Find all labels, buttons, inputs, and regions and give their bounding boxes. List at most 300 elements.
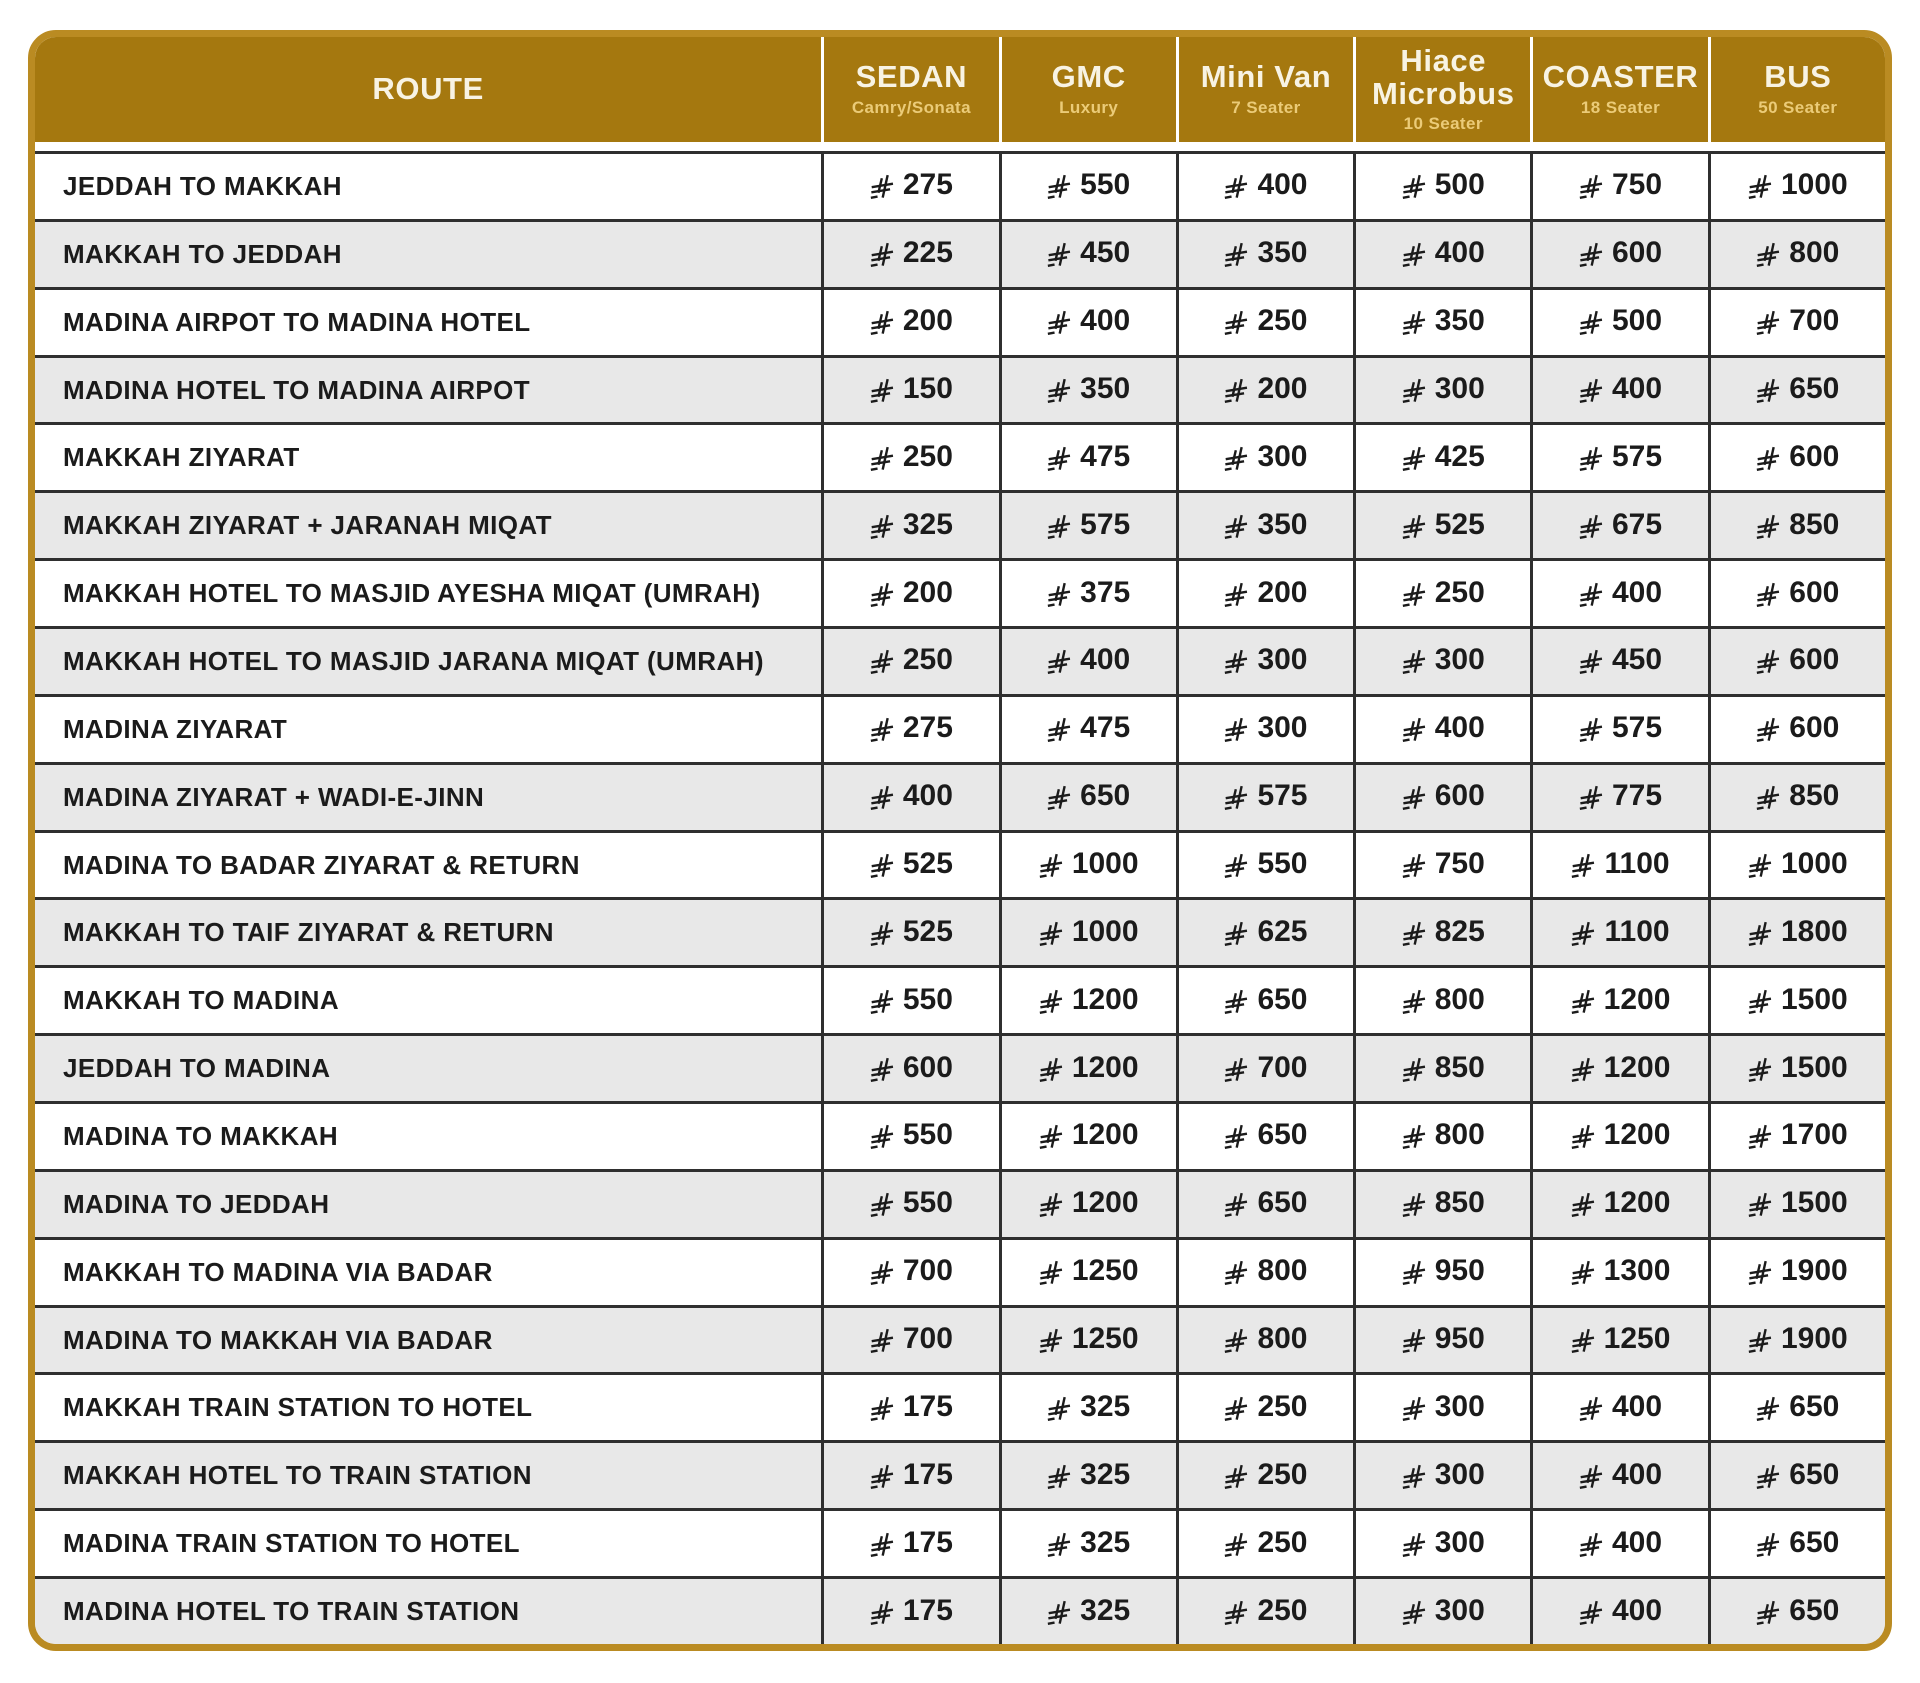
table-row	[35, 287, 1885, 355]
price-value: 1000	[1780, 168, 1848, 202]
price	[1756, 643, 1839, 677]
price-cell	[1353, 558, 1530, 626]
price-value: 800	[1434, 1118, 1485, 1152]
price-cell	[1708, 1576, 1885, 1644]
column-sublabel: Luxury	[1059, 97, 1119, 117]
riyal-icon	[1579, 1464, 1603, 1492]
price-value: 1200	[1603, 1118, 1671, 1152]
price	[1224, 847, 1307, 881]
price	[1571, 1118, 1671, 1152]
price	[1402, 1594, 1485, 1628]
price-value: 400	[1080, 643, 1131, 677]
price	[1579, 1594, 1662, 1628]
price	[870, 711, 953, 745]
price-cell	[821, 1237, 998, 1305]
riyal-icon	[1047, 174, 1071, 202]
price	[1402, 1051, 1485, 1085]
price-value: 525	[1434, 507, 1485, 541]
price	[1402, 1390, 1485, 1424]
riyal-icon	[1748, 1192, 1772, 1220]
price-cell	[1176, 219, 1353, 287]
price-cell	[1708, 762, 1885, 830]
riyal-icon	[1224, 1396, 1248, 1424]
price-cell	[1353, 965, 1530, 1033]
price-value: 1200	[1071, 1050, 1139, 1084]
column-header-bus	[1708, 37, 1885, 151]
riyal-icon	[1047, 242, 1071, 270]
riyal-icon	[870, 921, 894, 949]
riyal-icon	[1402, 446, 1426, 474]
price-value: 1250	[1603, 1322, 1671, 1356]
price-value: 200	[902, 575, 953, 609]
price	[1047, 304, 1130, 338]
price-value: 650	[1789, 1389, 1840, 1423]
price-value: 175	[902, 1457, 953, 1491]
price-cell	[1708, 490, 1885, 558]
price	[1224, 1322, 1307, 1356]
price-value: 400	[1257, 168, 1308, 202]
price	[1748, 847, 1848, 881]
price-value: 400	[1612, 1457, 1663, 1491]
riyal-icon	[1047, 514, 1071, 542]
price-cell	[1353, 694, 1530, 762]
price-cell	[1530, 287, 1707, 355]
price-value: 1000	[1071, 914, 1139, 948]
route-cell: MAKKAH ZIYARAT	[35, 422, 821, 490]
price	[1402, 304, 1485, 338]
column-label: Mini Van	[1200, 59, 1332, 95]
price	[1756, 508, 1839, 542]
price	[1748, 1254, 1848, 1288]
price-value: 300	[1257, 711, 1308, 745]
price	[1224, 983, 1307, 1017]
price	[1748, 1186, 1848, 1220]
route-cell: MADINA TO JEDDAH	[35, 1169, 821, 1237]
price	[1224, 576, 1307, 610]
price-cell	[1530, 1440, 1707, 1508]
price-value: 1200	[1603, 1050, 1671, 1084]
price-value: 650	[1789, 1457, 1840, 1491]
table-row	[35, 1305, 1885, 1373]
riyal-icon	[1047, 1532, 1071, 1560]
riyal-icon	[1047, 1600, 1071, 1628]
price-value: 550	[902, 982, 953, 1016]
table-row	[35, 422, 1885, 490]
price-value: 325	[1080, 1389, 1131, 1423]
price	[1224, 1526, 1307, 1560]
price-value: 325	[1080, 1593, 1131, 1627]
riyal-icon	[1748, 1260, 1772, 1288]
riyal-icon	[1756, 785, 1780, 813]
price-value: 1100	[1604, 847, 1670, 881]
price	[1579, 440, 1662, 474]
price-cell	[1176, 1033, 1353, 1101]
route-cell: MAKKAH HOTEL TO MASJID JARANA MIQAT (UMRAH)	[35, 626, 821, 694]
price	[870, 779, 953, 813]
price-value: 200	[902, 304, 953, 338]
route-cell: MADINA HOTEL TO TRAIN STATION	[35, 1576, 821, 1644]
price	[1402, 508, 1485, 542]
price-cell	[1176, 1305, 1353, 1373]
table-row	[35, 694, 1885, 762]
header-row	[35, 37, 1885, 151]
price	[870, 1594, 953, 1628]
riyal-icon	[870, 446, 894, 474]
price	[1579, 508, 1662, 542]
price	[1047, 168, 1130, 202]
table-row	[35, 1169, 1885, 1237]
price-cell	[999, 558, 1176, 626]
price-value: 450	[1612, 643, 1663, 677]
route-cell: MAKKAH TRAIN STATION TO HOTEL	[35, 1372, 821, 1440]
price-cell	[821, 897, 998, 965]
price-cell	[999, 1101, 1176, 1169]
riyal-icon	[1224, 989, 1248, 1017]
price-value: 850	[1789, 779, 1840, 813]
route-cell: MADINA TRAIN STATION TO HOTEL	[35, 1508, 821, 1576]
price-cell	[1176, 1372, 1353, 1440]
price-cell	[1530, 151, 1707, 219]
riyal-icon	[1756, 242, 1780, 270]
route-cell: MADINA TO MAKKAH	[35, 1101, 821, 1169]
price-cell	[1176, 287, 1353, 355]
riyal-icon	[1756, 717, 1780, 745]
price	[1756, 1458, 1839, 1492]
riyal-icon	[1579, 310, 1603, 338]
price-cell	[821, 287, 998, 355]
riyal-icon	[1224, 1328, 1248, 1356]
table-body	[35, 151, 1885, 1644]
price-value: 650	[1257, 982, 1308, 1016]
price-cell	[821, 490, 998, 558]
riyal-icon	[870, 785, 894, 813]
price-cell	[1353, 762, 1530, 830]
price-cell	[1530, 1169, 1707, 1237]
price	[1402, 1186, 1485, 1220]
price	[1756, 440, 1839, 474]
price-value: 250	[1257, 1457, 1308, 1491]
price-cell	[821, 830, 998, 898]
price-value: 550	[902, 1186, 953, 1220]
price-cell	[1530, 762, 1707, 830]
price	[1402, 1254, 1485, 1288]
price-value: 800	[1257, 1254, 1308, 1288]
price-cell	[1353, 219, 1530, 287]
price-value: 550	[1080, 168, 1131, 202]
riyal-icon	[1579, 1396, 1603, 1424]
price-cell	[1176, 490, 1353, 558]
price-value: 300	[1257, 439, 1308, 473]
price-cell	[1353, 1101, 1530, 1169]
riyal-icon	[1748, 989, 1772, 1017]
price-cell	[999, 1237, 1176, 1305]
price	[1756, 1526, 1839, 1560]
price	[1047, 372, 1130, 406]
price-cell	[1530, 1372, 1707, 1440]
riyal-icon	[1039, 853, 1063, 881]
price-value: 275	[902, 711, 953, 745]
price	[1571, 915, 1669, 949]
price-cell	[1530, 694, 1707, 762]
column-label: BUS	[1764, 59, 1832, 95]
price-cell	[1176, 762, 1353, 830]
riyal-icon	[870, 649, 894, 677]
price-value: 450	[1080, 236, 1131, 270]
riyal-icon	[1224, 1464, 1248, 1492]
price	[1224, 1458, 1307, 1492]
price	[1402, 168, 1485, 202]
price-cell	[821, 1101, 998, 1169]
riyal-icon	[1047, 310, 1071, 338]
riyal-icon	[1402, 1192, 1426, 1220]
price-cell	[1530, 355, 1707, 423]
price-cell	[1353, 287, 1530, 355]
riyal-icon	[1047, 1464, 1071, 1492]
riyal-icon	[1402, 1057, 1426, 1085]
price	[1224, 1390, 1307, 1424]
route-cell: MAKKAH TO MADINA	[35, 965, 821, 1033]
price	[1748, 983, 1848, 1017]
price-value: 300	[1434, 1593, 1485, 1627]
price-value: 250	[1257, 1593, 1308, 1627]
price	[870, 1254, 953, 1288]
riyal-icon	[1571, 1192, 1595, 1220]
price-value: 775	[1612, 779, 1663, 813]
riyal-icon	[1748, 921, 1772, 949]
price-value: 325	[1080, 1457, 1131, 1491]
price-cell	[1530, 1576, 1707, 1644]
route-cell: MADINA ZIYARAT	[35, 694, 821, 762]
price-value: 675	[1612, 507, 1663, 541]
price	[1571, 1186, 1671, 1220]
column-sublabel: 18 Seater	[1580, 97, 1661, 117]
price	[1224, 1051, 1307, 1085]
price	[1402, 643, 1485, 677]
price	[870, 1322, 953, 1356]
price-value: 1200	[1071, 982, 1139, 1016]
price-cell	[1176, 965, 1353, 1033]
riyal-icon	[1224, 853, 1248, 881]
price	[1224, 236, 1307, 270]
route-cell: MADINA AIRPOT TO MADINA HOTEL	[35, 287, 821, 355]
price	[1579, 304, 1662, 338]
price-value: 400	[1612, 1593, 1663, 1627]
price-cell	[999, 762, 1176, 830]
price-cell	[1176, 626, 1353, 694]
price	[1224, 711, 1307, 745]
price	[870, 1051, 953, 1085]
price	[1224, 915, 1307, 949]
price	[1402, 983, 1485, 1017]
riyal-icon	[1039, 989, 1063, 1017]
price-cell	[821, 1033, 998, 1101]
price-cell	[999, 965, 1176, 1033]
riyal-icon	[1224, 1600, 1248, 1628]
price-cell	[999, 1576, 1176, 1644]
price	[1748, 168, 1848, 202]
riyal-icon	[1402, 582, 1426, 610]
riyal-icon	[870, 242, 894, 270]
price-cell	[999, 1305, 1176, 1373]
price	[870, 508, 953, 542]
riyal-icon	[870, 1532, 894, 1560]
price-value: 350	[1434, 304, 1485, 338]
price-cell	[1708, 1237, 1885, 1305]
riyal-icon	[1571, 921, 1595, 949]
column-header-coaster	[1530, 37, 1707, 151]
riyal-icon	[1402, 853, 1426, 881]
riyal-icon	[870, 1396, 894, 1424]
riyal-icon	[1224, 378, 1248, 406]
price	[1039, 1051, 1139, 1085]
price-value: 225	[902, 236, 953, 270]
riyal-icon	[870, 1600, 894, 1628]
price-cell	[1353, 355, 1530, 423]
column-sublabel: 10 Seater	[1403, 114, 1483, 134]
table-row	[35, 897, 1885, 965]
price-value: 350	[1080, 372, 1131, 405]
price	[1224, 779, 1307, 813]
column-sublabel: 50 Seater	[1758, 97, 1838, 117]
price	[1756, 1390, 1839, 1424]
price	[1571, 1051, 1671, 1085]
riyal-icon	[1571, 1260, 1595, 1288]
price-cell	[1176, 1576, 1353, 1644]
route-cell: MAKKAH HOTEL TO MASJID AYESHA MIQAT (UMRAH)	[35, 558, 821, 626]
price-value: 325	[1080, 1525, 1131, 1559]
riyal-icon	[1047, 785, 1071, 813]
riyal-icon	[1402, 717, 1426, 745]
price-value: 1000	[1780, 847, 1848, 881]
price-cell	[1530, 626, 1707, 694]
price	[1224, 1186, 1307, 1220]
price-value: 250	[1257, 1525, 1308, 1559]
price	[1039, 1118, 1139, 1152]
price	[1047, 508, 1130, 542]
riyal-icon	[870, 717, 894, 745]
price	[1748, 915, 1848, 949]
price-cell	[999, 355, 1176, 423]
column-label: GMC	[1051, 59, 1126, 95]
price-value: 200	[1257, 575, 1308, 609]
price-cell	[1708, 1169, 1885, 1237]
price-value: 700	[902, 1322, 953, 1356]
price	[1047, 440, 1130, 474]
riyal-icon	[1402, 785, 1426, 813]
price-value: 250	[902, 643, 953, 677]
riyal-icon	[1571, 853, 1595, 881]
price	[1571, 1322, 1671, 1356]
price	[1224, 1594, 1307, 1628]
price-cell	[1708, 694, 1885, 762]
price-value: 350	[1257, 236, 1308, 270]
transport-price-table-frame	[28, 30, 1892, 1651]
riyal-icon	[1402, 514, 1426, 542]
price-cell	[999, 1169, 1176, 1237]
price	[1579, 576, 1662, 610]
price-value: 300	[1434, 1389, 1485, 1423]
price-cell	[999, 490, 1176, 558]
price-value: 650	[1789, 1593, 1840, 1627]
price-cell	[1708, 1101, 1885, 1169]
riyal-icon	[870, 514, 894, 542]
price-cell	[1708, 830, 1885, 898]
price	[870, 847, 953, 881]
table-row	[35, 830, 1885, 898]
price-cell	[1353, 1576, 1530, 1644]
price-cell	[999, 219, 1176, 287]
price-value: 400	[1612, 1389, 1663, 1423]
price-cell	[999, 1508, 1176, 1576]
route-cell: MADINA ZIYARAT + WADI-E-JINN	[35, 762, 821, 830]
price-cell	[1176, 830, 1353, 898]
table-row	[35, 558, 1885, 626]
price	[1402, 779, 1485, 813]
column-sublabel: Camry/Sonata	[851, 97, 971, 117]
riyal-icon	[1748, 1328, 1772, 1356]
price-value: 650	[1257, 1186, 1308, 1220]
price-value: 175	[902, 1593, 953, 1627]
price-value: 600	[1434, 779, 1485, 813]
riyal-icon	[1756, 378, 1780, 406]
riyal-icon	[1224, 1260, 1248, 1288]
price-value: 850	[1434, 1186, 1485, 1220]
riyal-icon	[1402, 1532, 1426, 1560]
price-cell	[1176, 558, 1353, 626]
riyal-icon	[870, 1328, 894, 1356]
price-value: 300	[1257, 643, 1308, 677]
price	[1039, 1322, 1139, 1356]
price-value: 1250	[1071, 1322, 1139, 1356]
column-label: Hiace Microbus	[1371, 42, 1515, 111]
route-cell: MADINA TO BADAR ZIYARAT & RETURN	[35, 830, 821, 898]
price-cell	[1176, 694, 1353, 762]
column-header-gmc	[999, 37, 1176, 151]
price-value: 700	[1789, 304, 1840, 338]
riyal-icon	[1039, 921, 1063, 949]
price-value: 300	[1434, 1457, 1485, 1491]
riyal-icon	[1571, 989, 1595, 1017]
riyal-icon	[1047, 446, 1071, 474]
riyal-icon	[870, 378, 894, 406]
riyal-icon	[1224, 582, 1248, 610]
price-cell	[821, 1372, 998, 1440]
column-label: COASTER	[1542, 59, 1699, 95]
price-value: 950	[1434, 1254, 1485, 1288]
price	[1224, 440, 1307, 474]
price	[1756, 711, 1839, 745]
riyal-icon	[1571, 1328, 1595, 1356]
riyal-icon	[1579, 378, 1603, 406]
price	[1047, 643, 1130, 677]
price-value: 400	[1612, 575, 1663, 609]
price-cell	[1530, 1101, 1707, 1169]
price	[1039, 983, 1139, 1017]
riyal-icon	[1579, 446, 1603, 474]
riyal-icon	[1579, 242, 1603, 270]
riyal-icon	[1579, 649, 1603, 677]
riyal-icon	[1039, 1057, 1063, 1085]
price-cell	[1176, 1508, 1353, 1576]
price	[870, 915, 953, 949]
price-cell	[1708, 422, 1885, 490]
price	[1579, 643, 1662, 677]
price	[1756, 576, 1839, 610]
column-header-hiace-microbus	[1353, 37, 1530, 151]
riyal-icon	[1402, 1464, 1426, 1492]
riyal-icon	[870, 582, 894, 610]
price-value: 600	[1789, 643, 1840, 677]
